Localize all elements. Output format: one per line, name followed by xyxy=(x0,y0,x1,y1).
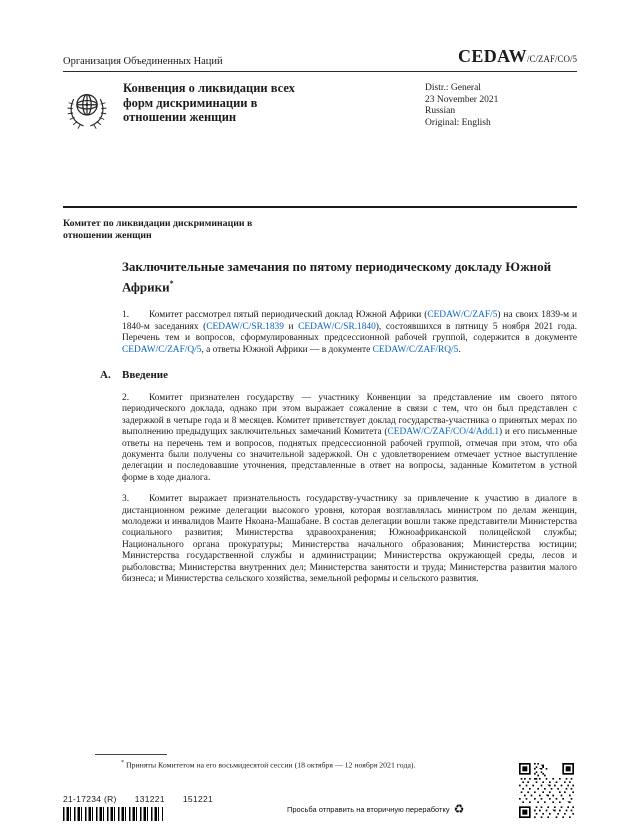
paragraph-text: ) на своих 1839-м и 1840-м заседаниях ( xyxy=(122,310,577,332)
paragraph-2 xyxy=(122,393,577,484)
recycle-note xyxy=(287,803,464,815)
document-symbol-link[interactable]: CEDAW/C/ZAF/5 xyxy=(427,310,498,321)
document-symbol-suffix: /C/ZAF/CO/5 xyxy=(526,54,577,64)
document-symbol-link[interactable]: CEDAW/C/ZAF/RQ/5 xyxy=(372,344,459,355)
convention-title: Конвенция о ликвидации всех форм дискриминации в отношении женщин xyxy=(123,81,295,124)
document-body xyxy=(100,259,577,585)
footnote-divider xyxy=(95,754,167,755)
footnote xyxy=(95,754,565,770)
footnote-marker: * xyxy=(121,759,124,766)
document-symbol xyxy=(458,46,577,67)
document-header xyxy=(63,46,577,72)
committee-name: Комитет по ликвидации дискриминации в отношении женщин xyxy=(63,218,253,241)
paragraph-3 xyxy=(122,494,577,585)
paragraph-text: Комитет выражает признательность государству-участнику за привлечение к участию в диалоге в дистанционном режиме делегации высокого уровня, которая возглавлялась министром по делам женщин, молодежи и инвалидов Маите Нкоана-Машабане. В состав делегации вошли также представители Министерства социального развития; Министерства здравоохранения; Южноафриканской полицейской службы; Национального органа прокуратуры; Министерства начального образования; Министерства юстиции; Министерства государственной службы и администрации; Министерства окружающей среды, лесов и рыболовства; Министерства внутренних дел; Министерства занятости и труда; Министерства развития малого бизнеса; и Министерства сельского хозяйства, земельной реформы и сельского развития. xyxy=(122,494,577,585)
document-symbol-main: CEDAW xyxy=(457,46,527,66)
un-org-name: Организация Объединенных Наций xyxy=(63,56,223,67)
masthead xyxy=(63,72,577,208)
section-title: Введение xyxy=(122,368,169,381)
paragraph-text: ) и его письменные ответы на перечень тем и вопросов, поднятых предсессионной рабочей группой, отмечая при этом, что оба документа были получены со значительной задержкой. Он с удовлетворением отмечает устное выступление делегации и последовавшие уточнения, представленные в ответ на вопросы, заданные Комитетом в устной форме в ходе диалога. xyxy=(122,427,577,483)
qr-code xyxy=(519,763,574,818)
paragraph-text: . xyxy=(458,344,461,355)
document-title xyxy=(122,259,552,295)
recycle-text: Просьба отправить на вторичную переработку xyxy=(287,804,450,814)
paragraph-text: Комитет рассмотрел пятый периодический доклад Южной Африки ( xyxy=(149,310,428,321)
barcode xyxy=(63,807,163,821)
footer-date-1: 131221 xyxy=(134,794,165,804)
paragraph-text: ), состоявшихся в пятницу 5 ноября 2021 года. Перечень тем и вопросов, сформулированных предсессионной рабочей группой, содержится в документе xyxy=(122,321,577,344)
document-symbol-link[interactable]: CEDAW/C/ZAF/Q/5 xyxy=(122,344,202,355)
un-emblem-icon xyxy=(63,81,113,144)
paragraph-text: Комитет признателен государству — участнику Конвенции за представление им своего пятого периодического доклада, однако при этом выражает сожаление в связи с тем, что он был представлен с задержкой в четыре года и 8 месяцев. Комитет приветствует доклад государства-участника о принятых мерах по выполнению предыдущих заключительных замечаний Комитета ( xyxy=(122,392,577,438)
distr-type: Distr.: General xyxy=(425,83,481,93)
section-a-heading xyxy=(100,369,577,381)
document-symbol-link[interactable]: CEDAW/C/SR.1839 xyxy=(206,321,284,332)
document-symbol-link[interactable]: CEDAW/C/ZAF/CO/4/Add.1 xyxy=(387,427,500,438)
section-letter: A. xyxy=(100,368,111,381)
footnote-text: Приняты Комитетом на его восьмидесятой сессии (18 октября — 12 ноября 2021 года). xyxy=(125,760,416,770)
paragraph-number: 3. xyxy=(122,494,130,505)
document-title-text: Заключительные замечания по пятому периодическому докладу Южной Африки xyxy=(122,259,552,294)
footer-left xyxy=(63,794,231,821)
distribution-block xyxy=(425,81,577,129)
paragraph-number: 2. xyxy=(122,392,130,403)
paragraph-1 xyxy=(122,310,577,356)
distr-date: 23 November 2021 xyxy=(425,94,499,105)
paragraph-number: 1. xyxy=(122,310,130,321)
paragraph-text: , а ответы Южной Африки — в документе xyxy=(201,344,373,355)
footer-date-2: 151221 xyxy=(182,794,214,804)
paragraph-text: и xyxy=(283,321,299,332)
distr-original: Original: English xyxy=(425,117,491,128)
distr-language: Russian xyxy=(425,106,456,116)
footer-document-number xyxy=(63,794,231,804)
recycle-icon: ♻ xyxy=(453,802,465,816)
job-number: 21-17234 (R) xyxy=(63,794,117,804)
document-symbol-link[interactable]: CEDAW/C/SR.1840 xyxy=(298,321,376,332)
title-footnote-marker: * xyxy=(169,278,174,288)
footnote-text-line xyxy=(95,759,565,770)
